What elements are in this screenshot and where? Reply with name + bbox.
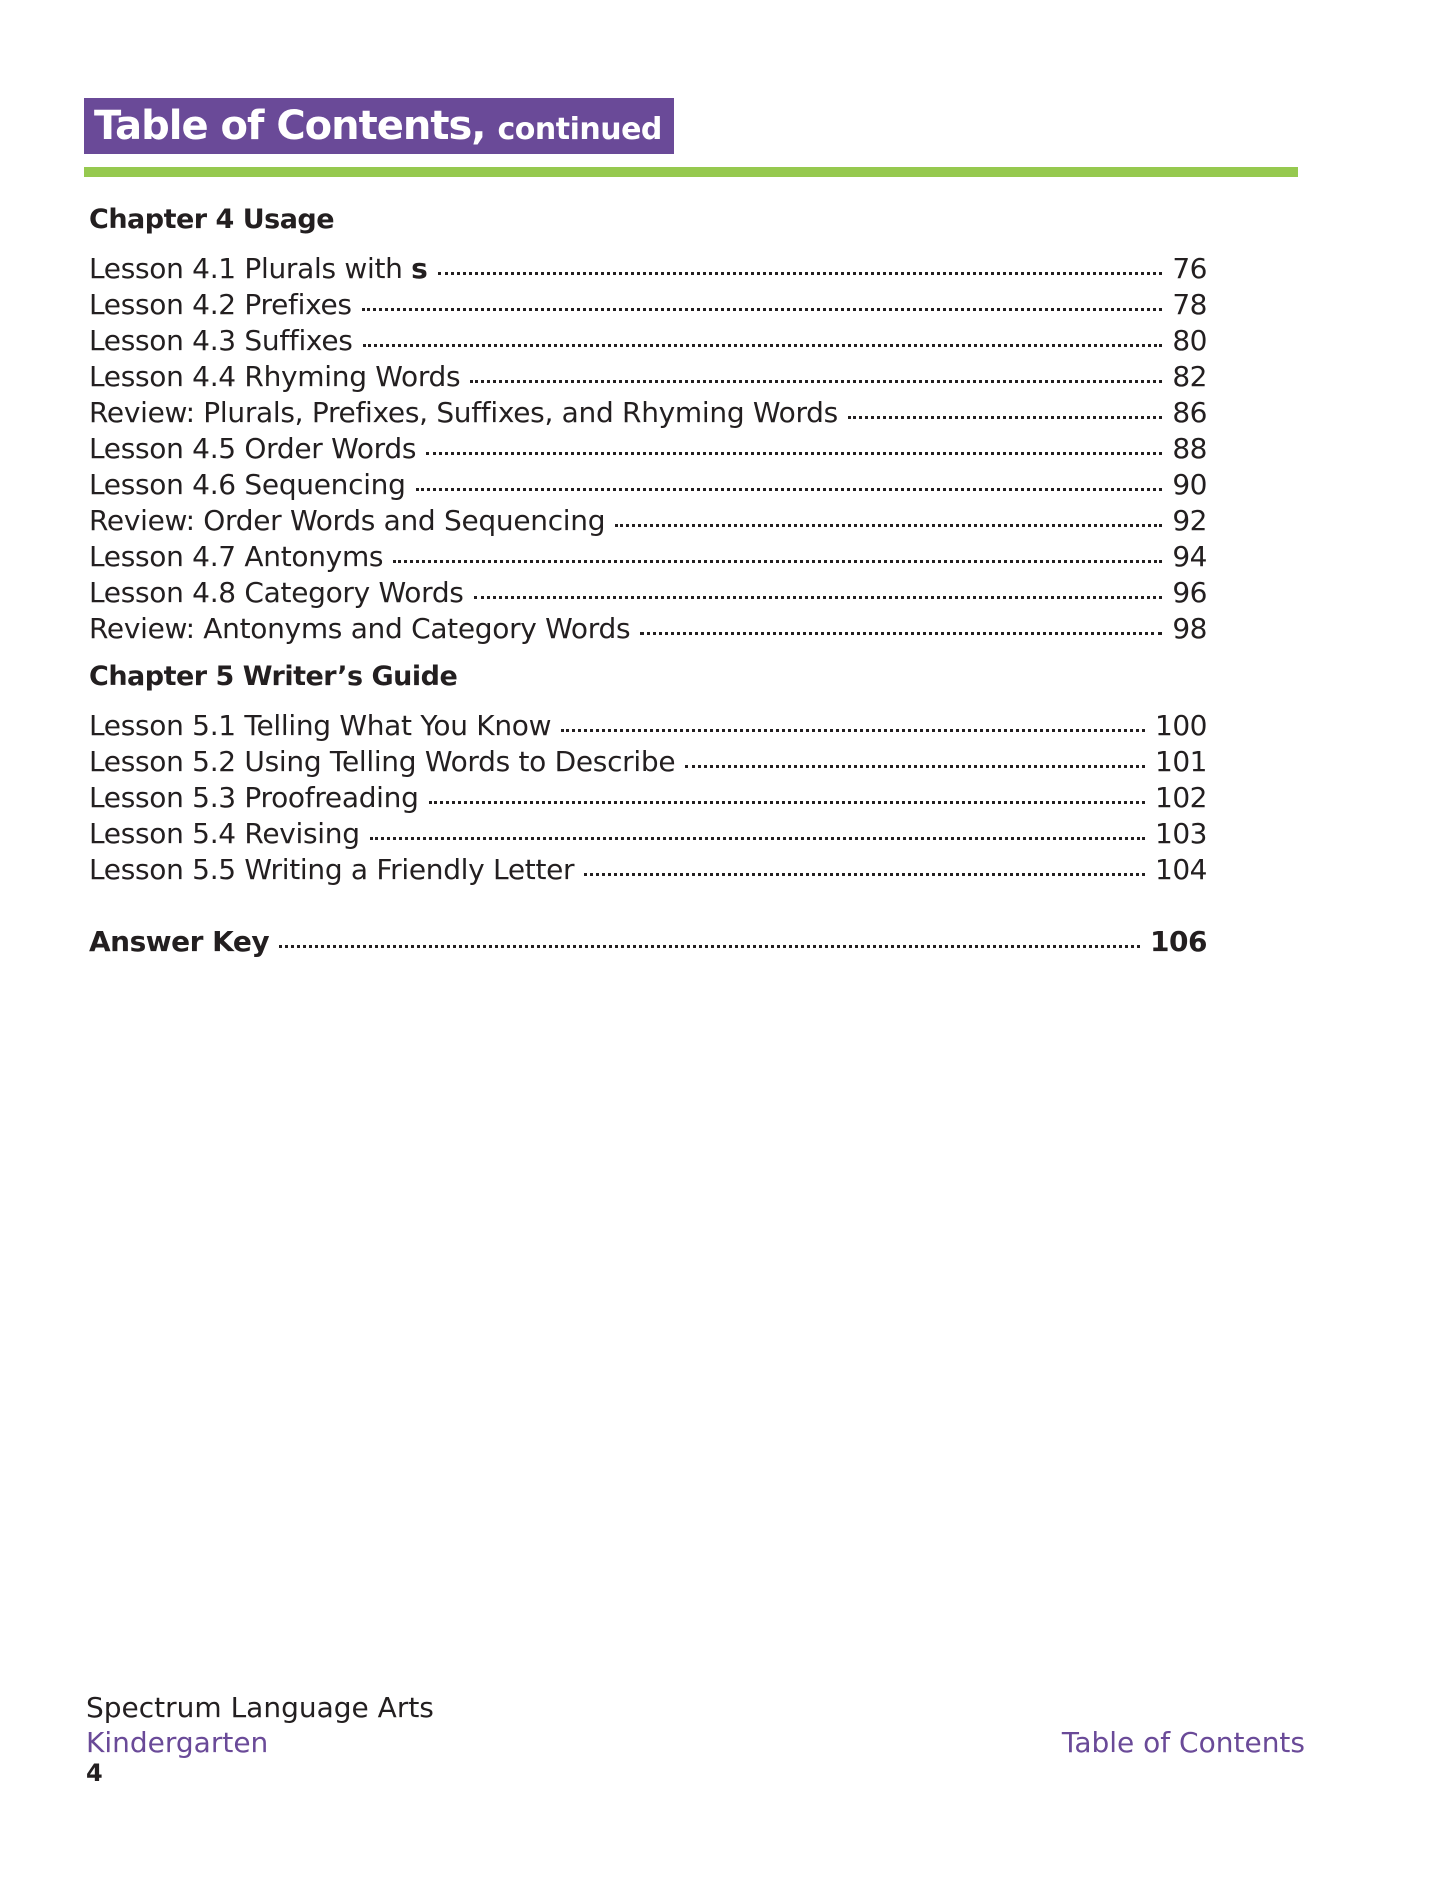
header-divider	[84, 167, 1298, 177]
toc-entry-title: Lesson 5.2 Using Telling Words to Describe	[89, 745, 676, 778]
toc-entry-page: 90	[1172, 468, 1207, 501]
toc-entry-page: 82	[1172, 360, 1207, 393]
toc-entry-page: 92	[1172, 504, 1207, 537]
toc-entry-page: 88	[1172, 432, 1207, 465]
dot-leader	[438, 272, 1163, 275]
toc-entry-emphasis: s	[411, 252, 428, 285]
toc-entry-title: Lesson 4.4 Rhyming Words	[89, 360, 461, 393]
dot-leader	[615, 524, 1162, 527]
toc-entry[interactable]	[89, 503, 1207, 539]
toc-entry[interactable]	[89, 780, 1207, 816]
toc-entry-title: Lesson 5.4 Revising	[89, 817, 360, 850]
toc-entry-page: 86	[1172, 396, 1207, 429]
dot-leader	[429, 801, 1145, 804]
toc-entry-page: 103	[1155, 817, 1207, 850]
toc-entry[interactable]	[89, 467, 1207, 503]
dot-leader	[640, 632, 1162, 635]
chapter-list	[89, 708, 1207, 888]
toc-entry[interactable]	[89, 539, 1207, 575]
dot-leader	[848, 416, 1162, 419]
toc-entry-title: Lesson 4.3 Suffixes	[89, 324, 353, 357]
toc-entry[interactable]	[89, 744, 1207, 780]
toc-entry-title: Review: Order Words and Sequencing	[89, 504, 606, 537]
dot-leader	[474, 596, 1163, 599]
answer-key-page: 106	[1150, 925, 1207, 958]
toc-entry-title: Lesson 4.2 Prefixes	[89, 288, 352, 321]
toc-entry-page: 94	[1172, 540, 1207, 573]
toc-entry-title: Lesson 5.1 Telling What You Know	[89, 709, 552, 742]
footer-page-number: 4	[86, 1759, 103, 1787]
dot-leader	[362, 308, 1163, 311]
toc-entry[interactable]	[89, 287, 1207, 323]
toc-entry-page: 96	[1172, 576, 1207, 609]
footer-series-title: Spectrum Language Arts	[86, 1691, 434, 1724]
toc-entry[interactable]	[89, 852, 1207, 888]
toc-entry-page: 100	[1155, 709, 1207, 742]
toc-entry[interactable]	[89, 611, 1207, 647]
toc-entry[interactable]	[89, 323, 1207, 359]
chapter-heading: Chapter 5 Writer’s Guide	[89, 661, 458, 692]
toc-entry-title: Lesson 4.7 Antonyms	[89, 540, 384, 573]
toc-entry-title: Lesson 4.6 Sequencing	[89, 468, 406, 501]
dot-leader	[393, 560, 1162, 563]
toc-entry-page: 101	[1155, 745, 1207, 778]
toc-entry[interactable]	[89, 575, 1207, 611]
dot-leader	[685, 765, 1145, 768]
toc-entry[interactable]	[89, 816, 1207, 852]
chapter-list	[89, 251, 1207, 647]
dot-leader	[279, 945, 1140, 948]
dot-leader	[416, 488, 1163, 491]
toc-entry-title: Review: Plurals, Prefixes, Suffixes, and Rhyming Words	[89, 396, 838, 429]
answer-key-entry[interactable]	[89, 924, 1207, 960]
table-of-contents	[89, 200, 1207, 960]
footer-grade-label: Kindergarten	[86, 1726, 269, 1759]
toc-entry-page: 78	[1172, 288, 1207, 321]
toc-entry-page: 98	[1172, 612, 1207, 645]
toc-entry-page: 104	[1155, 853, 1207, 886]
toc-entry[interactable]	[89, 395, 1207, 431]
toc-entry[interactable]	[89, 359, 1207, 395]
toc-entry[interactable]	[89, 708, 1207, 744]
toc-entry-title: Lesson 4.1 Plurals with s	[89, 252, 428, 285]
answer-key-title: Answer Key	[89, 925, 270, 958]
toc-entry-page: 102	[1155, 781, 1207, 814]
dot-leader	[584, 873, 1145, 876]
toc-entry-page: 76	[1172, 252, 1207, 285]
footer-section-label: Table of Contents	[1061, 1726, 1305, 1759]
page-title: Table of Contents,	[94, 103, 486, 149]
footer-book-info	[86, 1690, 434, 1786]
toc-entry-title: Review: Antonyms and Category Words	[89, 612, 631, 645]
toc-entry[interactable]	[89, 251, 1207, 287]
toc-entry-page: 80	[1172, 324, 1207, 357]
page-header-banner	[84, 98, 674, 154]
toc-entry-title: Lesson 5.3 Proofreading	[89, 781, 419, 814]
toc-entry-title: Lesson 4.8 Category Words	[89, 576, 464, 609]
toc-entry-title: Lesson 4.5 Order Words	[89, 432, 417, 465]
page-subtitle: continued	[497, 111, 662, 147]
dot-leader	[470, 380, 1162, 383]
dot-leader	[426, 452, 1162, 455]
dot-leader	[363, 344, 1163, 347]
toc-entry[interactable]	[89, 431, 1207, 467]
dot-leader	[561, 729, 1145, 732]
toc-entry-title: Lesson 5.5 Writing a Friendly Letter	[89, 853, 575, 886]
chapter-heading: Chapter 4 Usage	[89, 204, 335, 235]
dot-leader	[370, 837, 1145, 840]
